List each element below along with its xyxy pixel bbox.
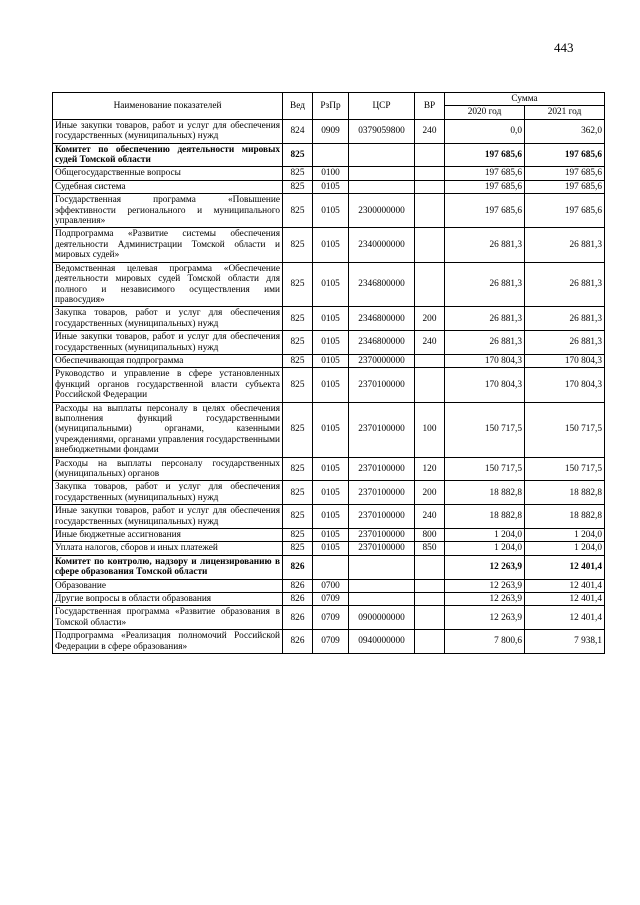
cell-vr bbox=[415, 180, 445, 193]
cell-sum-2020: 12 263,9 bbox=[445, 555, 525, 579]
cell-sum-2021: 150 717,5 bbox=[525, 457, 605, 481]
cell-sum-2021: 18 882,8 bbox=[525, 505, 605, 529]
cell-sum-2021: 170 804,3 bbox=[525, 368, 605, 402]
cell-ved: 825 bbox=[283, 529, 313, 542]
table-row bbox=[53, 481, 605, 505]
cell-ved: 826 bbox=[283, 593, 313, 606]
cell-vr: 800 bbox=[415, 529, 445, 542]
cell-vr bbox=[415, 606, 445, 630]
cell-vr bbox=[415, 630, 445, 654]
cell-sum-2021: 12 401,4 bbox=[525, 579, 605, 592]
cell-ved: 825 bbox=[283, 402, 313, 457]
cell-sum-2020: 18 882,8 bbox=[445, 505, 525, 529]
cell-rzpr: 0709 bbox=[313, 606, 349, 630]
table-row bbox=[53, 457, 605, 481]
cell-ved: 825 bbox=[283, 180, 313, 193]
cell-rzpr bbox=[313, 143, 349, 167]
cell-rzpr: 0709 bbox=[313, 630, 349, 654]
cell-vr bbox=[415, 555, 445, 579]
table-row bbox=[53, 542, 605, 555]
cell-ved: 826 bbox=[283, 606, 313, 630]
cell-name: Образование bbox=[53, 579, 283, 592]
cell-name: Подпрограмма «Реализация полномочий Российской Федерации в сфере образования» bbox=[53, 630, 283, 654]
table-row bbox=[53, 354, 605, 367]
cell-vr: 200 bbox=[415, 307, 445, 331]
cell-sum-2021: 197 685,6 bbox=[525, 194, 605, 228]
cell-name: Общегосударственные вопросы bbox=[53, 167, 283, 180]
header-sum: Сумма bbox=[445, 93, 605, 106]
cell-csr bbox=[349, 167, 415, 180]
cell-ved: 825 bbox=[283, 368, 313, 402]
cell-vr bbox=[415, 368, 445, 402]
cell-ved: 826 bbox=[283, 630, 313, 654]
cell-name: Другие вопросы в области образования bbox=[53, 593, 283, 606]
cell-ved: 825 bbox=[283, 354, 313, 367]
cell-rzpr: 0105 bbox=[313, 262, 349, 307]
cell-csr bbox=[349, 180, 415, 193]
cell-sum-2020: 26 881,3 bbox=[445, 228, 525, 262]
cell-sum-2020: 197 685,6 bbox=[445, 167, 525, 180]
cell-csr bbox=[349, 143, 415, 167]
cell-csr: 2370100000 bbox=[349, 542, 415, 555]
cell-sum-2020: 1 204,0 bbox=[445, 542, 525, 555]
cell-rzpr: 0105 bbox=[313, 307, 349, 331]
cell-sum-2020: 7 800,6 bbox=[445, 630, 525, 654]
cell-vr bbox=[415, 194, 445, 228]
cell-name: Уплата налогов, сборов и иных платежей bbox=[53, 542, 283, 555]
table-body bbox=[53, 119, 605, 653]
table-row bbox=[53, 630, 605, 654]
cell-name: Закупка товаров, работ и услуг для обеспечения государственных (муниципальных) нужд bbox=[53, 307, 283, 331]
table-row bbox=[53, 593, 605, 606]
header-ved: Вед bbox=[283, 93, 313, 120]
cell-sum-2021: 1 204,0 bbox=[525, 529, 605, 542]
cell-sum-2021: 12 401,4 bbox=[525, 606, 605, 630]
cell-name: Руководство и управление в сфере установленных функций органов государственной власти субъекта Российской Федерации bbox=[53, 368, 283, 402]
table-row bbox=[53, 180, 605, 193]
cell-csr: 2346800000 bbox=[349, 262, 415, 307]
cell-sum-2020: 26 881,3 bbox=[445, 307, 525, 331]
cell-rzpr: 0105 bbox=[313, 194, 349, 228]
cell-rzpr bbox=[313, 555, 349, 579]
cell-vr: 240 bbox=[415, 119, 445, 143]
cell-sum-2020: 197 685,6 bbox=[445, 180, 525, 193]
cell-csr: 2370100000 bbox=[349, 402, 415, 457]
cell-sum-2021: 7 938,1 bbox=[525, 630, 605, 654]
cell-vr bbox=[415, 228, 445, 262]
cell-vr: 240 bbox=[415, 505, 445, 529]
table-row bbox=[53, 402, 605, 457]
table-row bbox=[53, 262, 605, 307]
cell-vr bbox=[415, 579, 445, 592]
table-row bbox=[53, 606, 605, 630]
cell-csr: 2346800000 bbox=[349, 331, 415, 355]
header-name: Наименование показателей bbox=[53, 93, 283, 120]
cell-name: Обеспечивающая подпрограмма bbox=[53, 354, 283, 367]
cell-vr bbox=[415, 167, 445, 180]
cell-sum-2020: 197 685,6 bbox=[445, 143, 525, 167]
cell-csr bbox=[349, 579, 415, 592]
cell-name: Ведомственная целевая программа «Обеспечение деятельности мировых судей Томской области для полного и независимого осуществления ими правосудия» bbox=[53, 262, 283, 307]
header-rzpr: РзПр bbox=[313, 93, 349, 120]
cell-sum-2020: 1 204,0 bbox=[445, 529, 525, 542]
cell-vr bbox=[415, 593, 445, 606]
cell-sum-2020: 0,0 bbox=[445, 119, 525, 143]
cell-rzpr: 0105 bbox=[313, 228, 349, 262]
cell-csr: 2340000000 bbox=[349, 228, 415, 262]
cell-rzpr: 0105 bbox=[313, 180, 349, 193]
header-2020: 2020 год bbox=[445, 106, 525, 119]
cell-ved: 825 bbox=[283, 228, 313, 262]
table-row bbox=[53, 529, 605, 542]
cell-sum-2021: 26 881,3 bbox=[525, 262, 605, 307]
cell-rzpr: 0105 bbox=[313, 457, 349, 481]
cell-sum-2020: 18 882,8 bbox=[445, 481, 525, 505]
cell-name: Иные закупки товаров, работ и услуг для обеспечения государственных (муниципальных) нужд bbox=[53, 119, 283, 143]
cell-vr bbox=[415, 262, 445, 307]
cell-csr: 2346800000 bbox=[349, 307, 415, 331]
cell-rzpr: 0105 bbox=[313, 368, 349, 402]
cell-sum-2020: 170 804,3 bbox=[445, 354, 525, 367]
cell-ved: 825 bbox=[283, 542, 313, 555]
cell-name: Подпрограмма «Развитие системы обеспечения деятельности Администрации Томской области и мировых судей» bbox=[53, 228, 283, 262]
cell-sum-2020: 12 263,9 bbox=[445, 606, 525, 630]
cell-name: Иные бюджетные ассигнования bbox=[53, 529, 283, 542]
cell-rzpr: 0700 bbox=[313, 579, 349, 592]
cell-csr bbox=[349, 555, 415, 579]
cell-csr: 2370000000 bbox=[349, 354, 415, 367]
cell-ved: 825 bbox=[283, 262, 313, 307]
cell-rzpr: 0909 bbox=[313, 119, 349, 143]
cell-ved: 826 bbox=[283, 579, 313, 592]
cell-sum-2020: 150 717,5 bbox=[445, 457, 525, 481]
cell-ved: 825 bbox=[283, 457, 313, 481]
page-number: 443 bbox=[554, 40, 574, 55]
cell-rzpr: 0105 bbox=[313, 505, 349, 529]
cell-rzpr: 0105 bbox=[313, 402, 349, 457]
cell-sum-2020: 26 881,3 bbox=[445, 331, 525, 355]
cell-sum-2020: 170 804,3 bbox=[445, 368, 525, 402]
cell-csr: 0900000000 bbox=[349, 606, 415, 630]
cell-sum-2021: 26 881,3 bbox=[525, 307, 605, 331]
table-row bbox=[53, 194, 605, 228]
cell-ved: 825 bbox=[283, 307, 313, 331]
cell-rzpr: 0105 bbox=[313, 331, 349, 355]
budget-table bbox=[52, 92, 605, 654]
cell-ved: 825 bbox=[283, 505, 313, 529]
cell-sum-2020: 12 263,9 bbox=[445, 593, 525, 606]
cell-vr bbox=[415, 143, 445, 167]
cell-ved: 825 bbox=[283, 481, 313, 505]
cell-csr: 2370100000 bbox=[349, 529, 415, 542]
cell-name: Государственная программа «Повышение эффективности регионального и муниципального управления» bbox=[53, 194, 283, 228]
cell-sum-2021: 150 717,5 bbox=[525, 402, 605, 457]
cell-csr: 2300000000 bbox=[349, 194, 415, 228]
cell-csr: 2370100000 bbox=[349, 457, 415, 481]
cell-vr: 850 bbox=[415, 542, 445, 555]
cell-rzpr: 0100 bbox=[313, 167, 349, 180]
table-row bbox=[53, 555, 605, 579]
cell-vr: 240 bbox=[415, 331, 445, 355]
cell-name: Иные закупки товаров, работ и услуг для обеспечения государственных (муниципальных) нужд bbox=[53, 505, 283, 529]
table-row bbox=[53, 331, 605, 355]
cell-name: Судебная система bbox=[53, 180, 283, 193]
cell-sum-2021: 26 881,3 bbox=[525, 228, 605, 262]
cell-sum-2021: 362,0 bbox=[525, 119, 605, 143]
table-row bbox=[53, 119, 605, 143]
cell-sum-2021: 197 685,6 bbox=[525, 180, 605, 193]
cell-sum-2020: 150 717,5 bbox=[445, 402, 525, 457]
cell-rzpr: 0105 bbox=[313, 529, 349, 542]
cell-vr: 200 bbox=[415, 481, 445, 505]
cell-name: Иные закупки товаров, работ и услуг для обеспечения государственных (муниципальных) нужд bbox=[53, 331, 283, 355]
cell-name: Расходы на выплаты персоналу в целях обеспечения выполнения функций государственными (муниципальными) органами, казенными учреждениями, органами управления государственными внебюджетными фондами bbox=[53, 402, 283, 457]
table-row bbox=[53, 228, 605, 262]
cell-sum-2021: 197 685,6 bbox=[525, 167, 605, 180]
cell-vr: 100 bbox=[415, 402, 445, 457]
cell-csr: 2370100000 bbox=[349, 368, 415, 402]
cell-csr: 0940000000 bbox=[349, 630, 415, 654]
header-vr: ВР bbox=[415, 93, 445, 120]
table-row bbox=[53, 368, 605, 402]
header-csr: ЦСР bbox=[349, 93, 415, 120]
cell-sum-2021: 170 804,3 bbox=[525, 354, 605, 367]
cell-name: Комитет по обеспечению деятельности мировых судей Томской области bbox=[53, 143, 283, 167]
cell-ved: 824 bbox=[283, 119, 313, 143]
cell-ved: 825 bbox=[283, 143, 313, 167]
table-row bbox=[53, 167, 605, 180]
cell-sum-2020: 197 685,6 bbox=[445, 194, 525, 228]
cell-sum-2020: 12 263,9 bbox=[445, 579, 525, 592]
table-header bbox=[53, 93, 605, 120]
cell-sum-2021: 12 401,4 bbox=[525, 593, 605, 606]
cell-ved: 825 bbox=[283, 194, 313, 228]
cell-name: Комитет по контролю, надзору и лицензированию в сфере образования Томской области bbox=[53, 555, 283, 579]
cell-csr: 0379059800 bbox=[349, 119, 415, 143]
header-2021: 2021 год bbox=[525, 106, 605, 119]
cell-name: Закупка товаров, работ и услуг для обеспечения государственных (муниципальных) нужд bbox=[53, 481, 283, 505]
cell-ved: 825 bbox=[283, 167, 313, 180]
cell-sum-2021: 18 882,8 bbox=[525, 481, 605, 505]
table-row bbox=[53, 505, 605, 529]
cell-vr: 120 bbox=[415, 457, 445, 481]
cell-sum-2021: 1 204,0 bbox=[525, 542, 605, 555]
cell-rzpr: 0709 bbox=[313, 593, 349, 606]
cell-csr: 2370100000 bbox=[349, 481, 415, 505]
cell-name: Расходы на выплаты персоналу государственных (муниципальных) органов bbox=[53, 457, 283, 481]
cell-rzpr: 0105 bbox=[313, 354, 349, 367]
cell-sum-2020: 26 881,3 bbox=[445, 262, 525, 307]
table-row bbox=[53, 143, 605, 167]
cell-csr bbox=[349, 593, 415, 606]
cell-ved: 826 bbox=[283, 555, 313, 579]
cell-vr bbox=[415, 354, 445, 367]
cell-ved: 825 bbox=[283, 331, 313, 355]
cell-sum-2021: 12 401,4 bbox=[525, 555, 605, 579]
cell-rzpr: 0105 bbox=[313, 481, 349, 505]
cell-sum-2021: 197 685,6 bbox=[525, 143, 605, 167]
cell-csr: 2370100000 bbox=[349, 505, 415, 529]
cell-sum-2021: 26 881,3 bbox=[525, 331, 605, 355]
table-row bbox=[53, 307, 605, 331]
table-row bbox=[53, 579, 605, 592]
cell-name: Государственная программа «Развитие образования в Томской области» bbox=[53, 606, 283, 630]
cell-rzpr: 0105 bbox=[313, 542, 349, 555]
